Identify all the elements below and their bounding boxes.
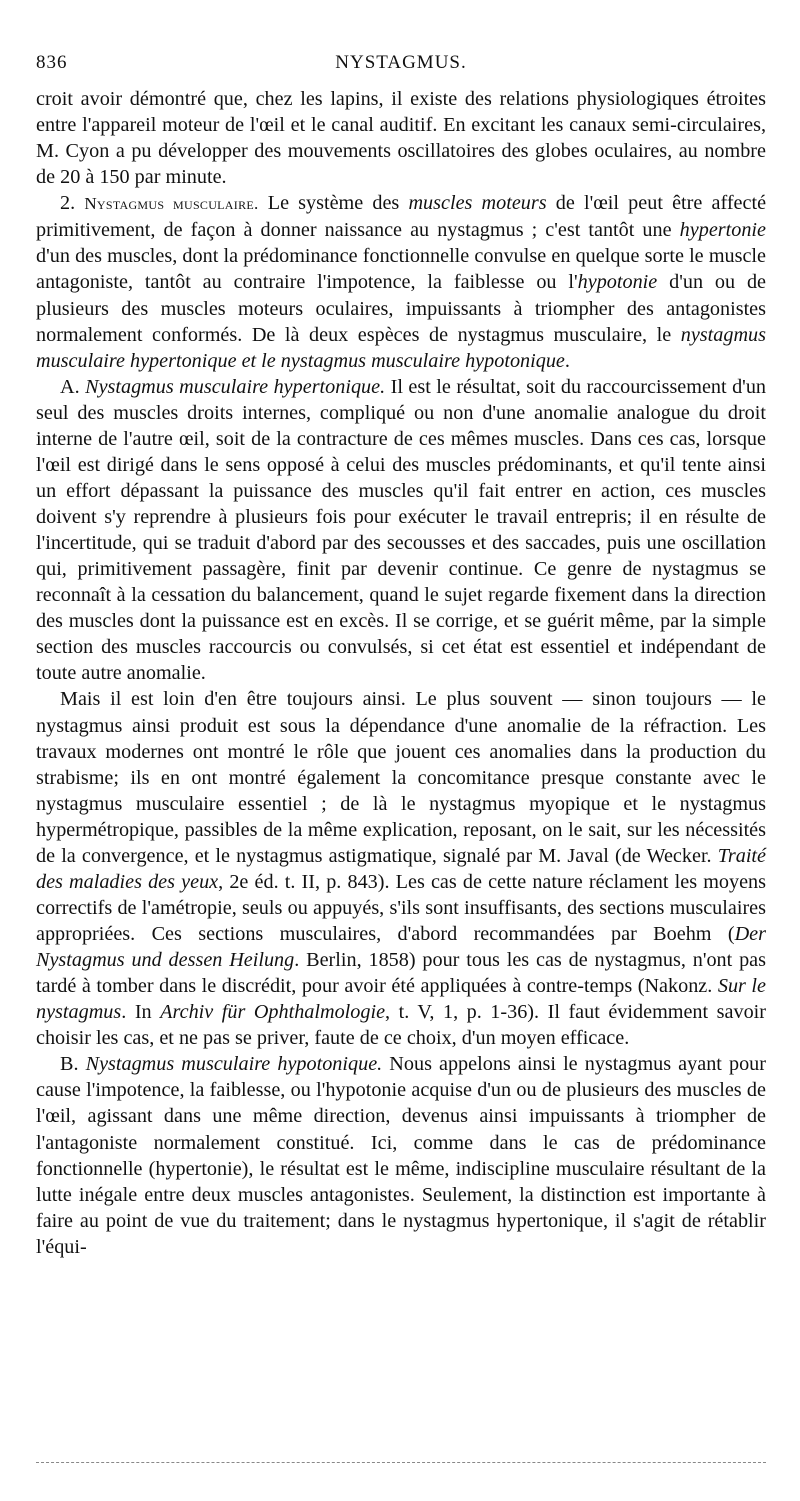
paragraph-text: . (564, 349, 570, 372)
paragraph-text: Le système des (267, 192, 400, 215)
italic-term: muscles moteurs (408, 192, 547, 215)
paragraph-text: Mais il est loin d'en être toujours ainsi. Le plus souvent — sinon toujours — le nystagmus ainsi produit est sous la dépendance d'une anomalie de la réfraction. Les travaux modernes ont montré le rôle que jouent ces anomalies dans la production du strabisme; ils en ont montré également la concomitance presque constante avec le nystagmus musculaire essentiel ; de là le nystagmus myopique et le nystagmus hypermétropique, passibles de la même explication, reposant, on le sait, sur les nécessités de la convergence, et le nystagmus astigmatique, signalé par M. Javal (de Wecker. (36, 688, 766, 867)
paragraph-text: Nous appelons ainsi le nystagmus ayant pour cause l'impotence, la faiblesse, ou l'hypotonie acquise d'un ou de plusieurs des muscles de l'œil, agissant dans une même direction, devenus ainsi impuissants à triompher de l'antagoniste normalement constitué. Ici, comme dans le cas de prédominance fonctionnelle (hypertonie), le résultat est le même, indiscipline musculaire résultant de la lutte inégale entre deux muscles antagonistes. Seulement, la distinction est importante à faire au point de vue du traitement; dans le nystagmus hypertonique, il s'agit de rétablir l'équi- (36, 1053, 766, 1258)
subsection-label: A. (60, 375, 80, 398)
citation-title: Archiv für Ophthalmologie (160, 1001, 386, 1024)
footer-rule (36, 1462, 766, 1463)
paragraph-text: . Berlin, 1858) pour tous les cas de nystagmus, n'ont pas tardé à tomber dans le discrédit, pour avoir été appliquées à contre-temps (Nakonz. (36, 949, 766, 998)
paragraph-text: Il est le résultat, soit du raccourcissement d'un seul des muscles droits internes, compliqué ou non d'une anomalie analogue du droit interne de l'autre œil, soit de la contracture de ces mêmes muscles. Dans ces cas, lorsque l'œil est dirigé dans le sens opposé à celui des muscles prédominants, et qu'il tente ainsi un effort dépassant la puissance des muscles qu'il fait entrer en action, ces muscles doivent s'y reprendre à plusieurs fois pour exécuter le travail entrepris; il en résulte de l'incertitude, qui se traduit d'abord par des secousses et des saccades, puis une oscillation qui, primitivement passagère, finit par devenir continue. Ce genre de nystagmus se reconnaît à la cessation du balancement, quand le sujet regarde fixement dans la direction des muscles dont la puissance est en excès. Il se corrige, et se guérit même, par la simple section des muscles raccourcis ou convulsés, si cet état est essentiel et indépendant de toute autre anomalie. (36, 375, 767, 685)
paragraph-text: , t. V, 1, p. 1-36). Il faut évidemment savoir choisir les cas, et ne pas se priver, faute de ce choix, d'un moyen efficace. (36, 1001, 766, 1050)
subsection-label: B. (60, 1053, 79, 1076)
paragraph-text: de l'œil peut être affecté primitivement, de façon à donner naissance au nystagmus ; c'est tantôt une (36, 192, 767, 242)
section-number: 2. (60, 192, 76, 215)
page-header (36, 52, 766, 82)
citation-title: Der Nystagmus und dessen Heilung (36, 923, 766, 972)
citation-title: Traité des maladies des yeux (36, 844, 766, 893)
paragraph-hypertonique (36, 374, 766, 687)
italic-term: nystagmus musculaire hypertonique et le nystagmus musculaire hypotonique (36, 323, 766, 372)
body-text (36, 86, 766, 1260)
running-title: NYSTAGMUS. (335, 52, 467, 73)
paragraph-hypotonique (36, 1051, 766, 1260)
paragraph-1 (36, 86, 766, 190)
paragraph-text: . In (121, 1001, 152, 1024)
paragraph-nystagmus-musculaire (36, 190, 766, 373)
italic-term: hypotonie (577, 271, 658, 294)
paragraph-text: d'un ou de plusieurs des muscles moteurs oculaires, impuissants à triompher des antagonistes normalement conformés. De là deux espèces de nystagmus musculaire, le (36, 271, 767, 346)
subsection-title: Nystagmus musculaire hypotonique. (85, 1053, 383, 1076)
paragraph-text: d'un des muscles, dont la prédominance fonctionnelle convulse en quelque sorte le muscle antagoniste, tantôt au contraire l'impotence, la faiblesse ou l' (36, 245, 766, 294)
subsection-title: Nystagmus musculaire hypertonique. (85, 375, 386, 398)
paragraph-text: , 2e éd. t. II, p. 843). Les cas de cette nature réclament les moyens correctifs de l'amétropie, seuls ou appuyés, s'ils sont insuffisants, des sections musculaires appropriées. Ces sections musculaires, d'abord recommandées par Boehm ( (36, 870, 766, 945)
italic-term: hypertonie (679, 219, 767, 242)
page-number: 836 (36, 52, 68, 73)
section-heading: Nystagmus musculaire. (84, 194, 259, 214)
paragraph-1-text: croit avoir démontré que, chez les lapins, il existe des relations physiologiques étroites entre l'appareil moteur de l'œil et le canal auditif. En excitant les canaux semi-circulaires, M. Cyon a pu développer des mouvements oscillatoires des globes oculaires, au nombre de 20 à 150 par minute. (36, 88, 766, 189)
citation-title: Sur le nystagmus (36, 975, 766, 1024)
paragraph-refraction (36, 686, 766, 1051)
